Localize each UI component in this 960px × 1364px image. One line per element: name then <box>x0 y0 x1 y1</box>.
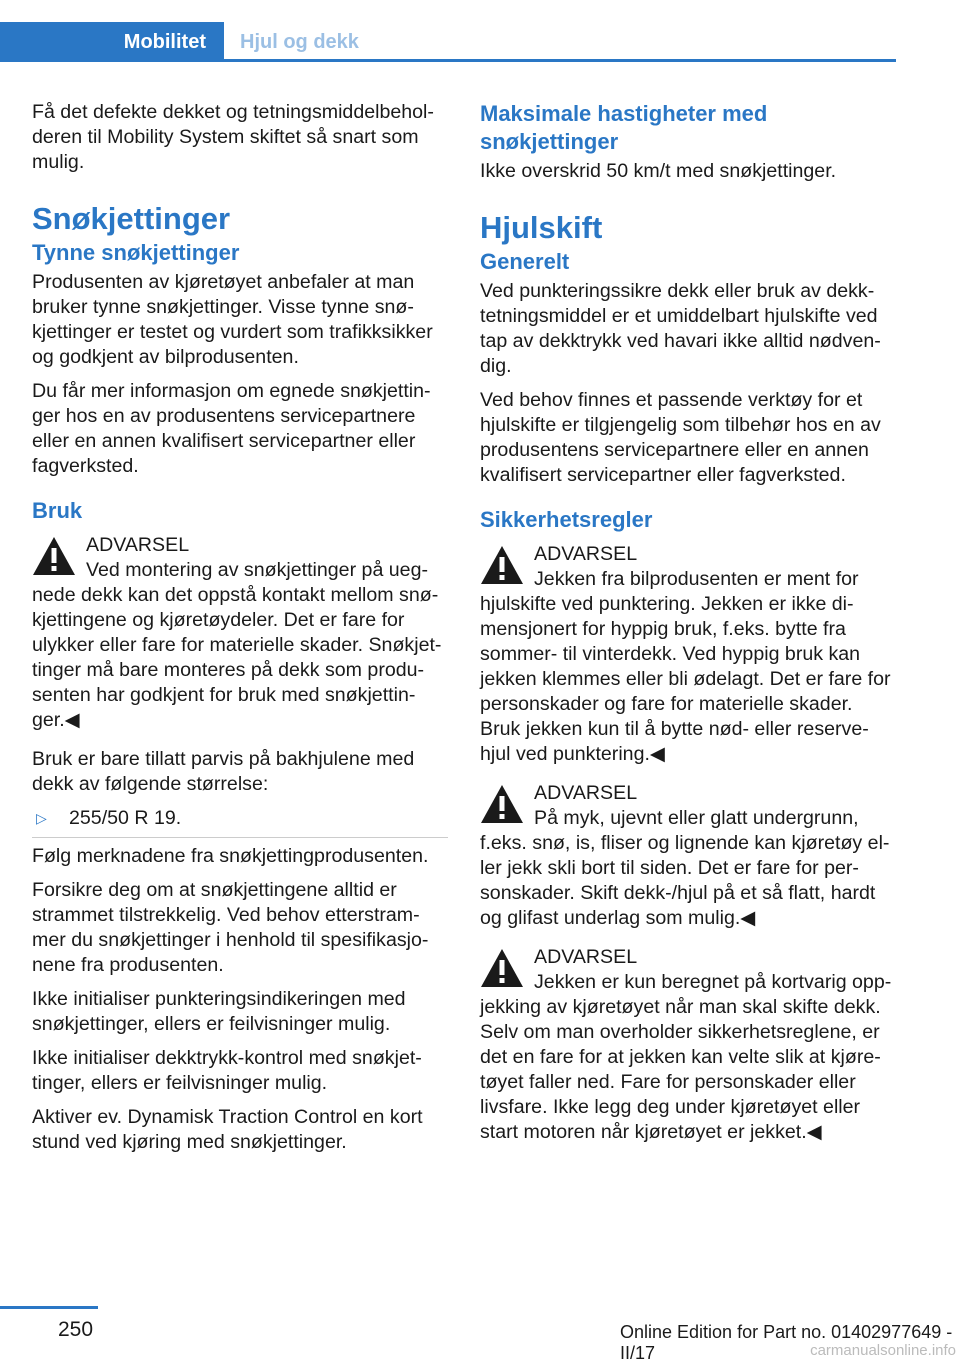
paragraph: Følg merknadene fra snøkjettingprodusenten. <box>32 845 429 867</box>
watermark: carmanualsonline.info <box>810 1342 956 1359</box>
list-item-text: 255/50 R 19. <box>69 807 182 829</box>
paragraph: Ikke overskrid 50 km/t med snøkjettinger. <box>480 160 837 182</box>
warning-title: ADVARSEL <box>534 543 638 565</box>
warning-title: ADVARSEL <box>534 782 638 804</box>
warning-block <box>480 542 896 767</box>
header-rule <box>224 59 896 62</box>
paragraph: Aktiver ev. Dynamisk Traction Control en kort stund ved kjøring med snøkjettinger. <box>32 1106 423 1153</box>
subsection-title-tynne: Tynne snøkjettinger <box>32 240 240 265</box>
edition-info: Online Edition for Part no. 01402977649 - II/17 <box>620 1322 953 1363</box>
paragraph: Få det defekte dekket og tetningsmiddelbehol-deren til Mobility System skiftet så snart som mulig. <box>32 101 434 173</box>
paragraph: Ikke initialiser punkteringsindikeringen med snøkjettinger, ellers er feilvisninger mulig. <box>32 988 406 1035</box>
warning-title: ADVARSEL <box>86 534 190 556</box>
subsection-title-bruk: Bruk <box>32 498 83 523</box>
page-number: 250 <box>58 1318 94 1341</box>
warning-triangle-icon <box>480 784 524 824</box>
warning-text: Ved montering av snøkjettinger på ueg-nede dekk kan det oppstå kontakt mellom snø-kjettingene og kjøretøydeler. Det er fare for ulykker eller fare for materielle skader. Snøkjet-tinger må bare monteres på dekk som produ-senten har godkjent for bruk med snøkjettin-ger.◀ <box>32 559 442 731</box>
paragraph: Ikke initialiser dekktrykk-kontrol med snøkjet-tinger, ellers er feilvisninger mulig. <box>32 1047 422 1094</box>
warning-text: Jekken er kun beregnet på kortvarig opp-jekking av kjøretøyet når man skal skifte dekk. Selv om man overholder sikkerhetsreglene, er det en fare for at jekken kan velte slik at kjøre-tøyet faller ned. Fare for personskader eller livsfare. Ikke legg deg under kjøretøyet eller start motoren når kjøretøyet er jekket.◀ <box>480 971 892 1143</box>
paragraph: Produsenten av kjøretøyet anbefaler at man bruker tynne snøkjettinger. Visse tynne snø-kjettinger er testet og vurdert som trafikksikker og godkjent av bilprodusenten. <box>32 271 433 368</box>
subsection-title-generelt: Generelt <box>480 249 570 274</box>
warning-triangle-icon <box>480 948 524 988</box>
warning-title: ADVARSEL <box>534 946 638 968</box>
warning-triangle-icon <box>32 536 76 576</box>
paragraph: Bruk er bare tillatt parvis på bakhjulene med dekk av følgende størrelse: <box>32 748 415 795</box>
subsection-title-sikkerhetsregler: Sikkerhetsregler <box>480 507 653 532</box>
warning-text: På myk, ujevnt eller glatt undergrunn, f.eks. snø, is, fliser og lignende kan kjøretøy el-ler jekk skli bort til siden. Det er fare for per-sonskader. Skift dekk-/hjul på et så flatt, hardt og glifast underlag som mulig.◀ <box>480 807 890 929</box>
tab-hjul-og-dekk: Hjul og dekk <box>240 30 359 53</box>
paragraph: Forsikre deg om at snøkjettingene alltid er strammet tilstrekkelig. Ved behov etterstram-mer du snøkjettinger i henhold til spesifikasjo-nene fra produsenten. <box>32 879 429 976</box>
paragraph: Ved punkteringssikre dekk eller bruk av dekk-tetningsmiddel er et umiddelbart hjulskifte ved tap av dekktrykk ved havari ikke alltid nødven-dig. <box>480 280 881 377</box>
warning-block <box>480 945 896 1145</box>
footer-rule <box>0 1306 98 1309</box>
tab-mobilitet: Mobilitet <box>0 22 224 62</box>
warning-text: Jekken fra bilprodusenten er ment for hjulskifte ved punktering. Jekken er ikke di-mensjonert for hyppig bruk, f.eks. bytte fra sommer- til vinterdekk. Ved hyppig bruk kan jekken klemmes eller bli ødelagt. Det er fare for personskader og fare for materielle skader. Bruk jekken kun til å bytte nød- eller reserve-hjul ved punktering.◀ <box>480 568 891 765</box>
paragraph: Du får mer informasjon om egnede snøkjettin-ger hos en av produsentens servicepartnere eller en annen kvalifisert servicepartner eller fagverksted. <box>32 380 431 477</box>
bullet-arrow-icon: ▷ <box>36 810 47 826</box>
right-column <box>480 100 896 1159</box>
warning-block <box>480 781 896 931</box>
list-item <box>32 806 448 838</box>
section-title-hjulskift: Hjulskift <box>480 210 603 245</box>
warning-triangle-icon <box>480 545 524 585</box>
section-title-snokjettinger: Snøkjettinger <box>32 201 231 236</box>
subsection-title-maksimale: Maksimale hastigheter med snøkjettinger <box>480 101 768 154</box>
warning-block <box>32 533 448 733</box>
left-column <box>32 100 448 1164</box>
paragraph: Ved behov finnes et passende verktøy for et hjulskifte er tilgjengelig som tilbehør hos en av produsentens servicepartnere eller en annen kvalifisert servicepartner eller fagverksted. <box>480 389 881 486</box>
page-header <box>0 22 896 62</box>
